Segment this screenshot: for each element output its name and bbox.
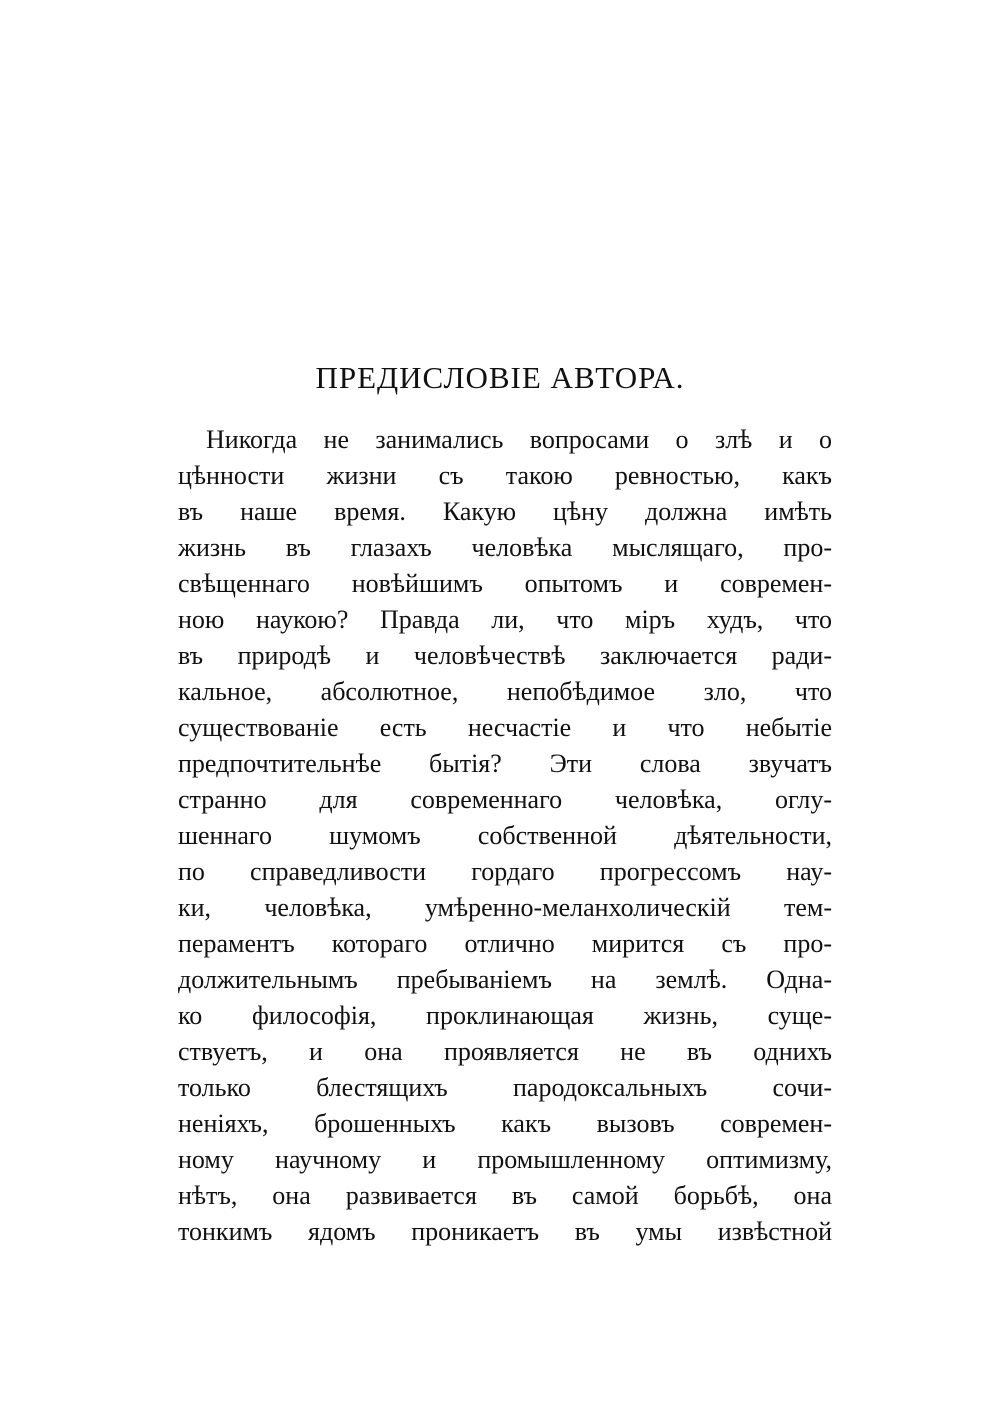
text-line: въ природѣ и человѣчествѣ заключается ради- — [178, 641, 832, 670]
text-line: предпочтительнѣе бытія? Эти слова звучатъ — [178, 749, 832, 778]
text-line: ко философія, проклинающая жизнь, суще- — [178, 1001, 832, 1030]
text-line: ною наукою? Правда ли, что міръ худъ, что — [178, 605, 832, 634]
text-line: цѣнности жизни съ такою ревностью, какъ — [178, 461, 832, 490]
text-line: только блестящихъ пародоксальныхъ сочи- — [178, 1073, 832, 1102]
text-line: ному научному и промышленному оптимизму, — [178, 1145, 832, 1174]
text-line: тонкимъ ядомъ проникаетъ въ умы извѣстной — [178, 1217, 832, 1246]
text-line: по справедливости гордаго прогрессомъ нау- — [178, 857, 832, 886]
text-line: должительнымъ пребываніемъ на землѣ. Одна- — [178, 965, 832, 994]
text-line: пераментъ котораго отлично мирится съ про- — [178, 929, 832, 958]
text-line: существованіе есть несчастіе и что небытіе — [178, 713, 832, 742]
page-title: ПРЕДИСЛОВІЕ АВТОРА. — [315, 360, 685, 395]
text-line: Никогда не занимались вопросами о злѣ и о — [206, 425, 832, 454]
text-line: жизнь въ глазахъ человѣка мыслящаго, про- — [178, 533, 832, 562]
text-line: ки, человѣка, умѣренно-меланхолическій тем- — [178, 893, 832, 922]
text-line: странно для современнаго человѣка, оглу- — [178, 785, 832, 814]
text-line: кальное, абсолютное, непобѣдимое зло, что — [178, 677, 832, 706]
text-line: нѣтъ, она развивается въ самой борьбѣ, она — [178, 1181, 832, 1210]
preface-paragraph — [178, 422, 832, 1250]
text-line: въ наше время. Какую цѣну должна имѣть — [178, 497, 832, 526]
text-line: неніяхъ, брошенныхъ какъ вызовъ современ- — [178, 1109, 832, 1138]
text-line: шеннаго шумомъ собственной дѣятельности, — [178, 821, 832, 850]
text-line: свѣщеннаго новѣйшимъ опытомъ и современ- — [178, 569, 832, 598]
text-line: ствуетъ, и она проявляется не въ однихъ — [178, 1037, 832, 1066]
